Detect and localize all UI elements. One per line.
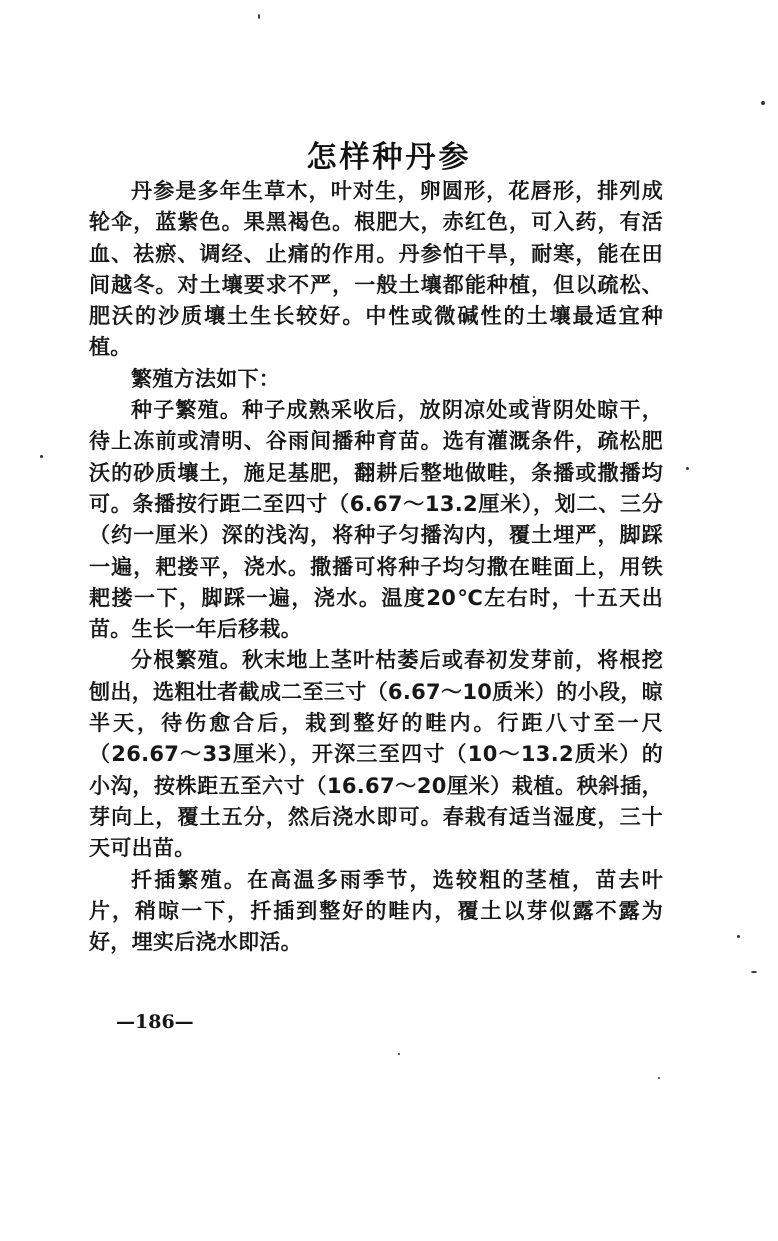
page-title: 怎样种丹参	[306, 140, 472, 175]
scan-speck	[533, 396, 535, 398]
paragraph-root-propagation: 分根繁殖。秋末地上茎叶枯萎后或春初发芽前，将根挖刨出，选粗壮者截成二至三寸（6.67～10质米）的小段，晾半天，待伤愈合后，栽到整好的畦内。行距八寸至一尺（26.67～33厘米），开深三至四寸（10～13.2质米）的小沟，按株距五至六寸（16.67～20厘米）栽植。秧斜插，芽向上，覆土五分，然后浇水即可。春栽有适当湿度，三十天可出苗。	[89, 648, 663, 861]
scan-speck	[40, 455, 43, 458]
body-text	[89, 176, 663, 958]
scan-speck	[686, 467, 689, 470]
scan-speck	[761, 101, 765, 105]
scan-speck	[658, 1077, 660, 1079]
paragraph-methods-heading: 繁殖方法如下：	[131, 366, 281, 391]
scan-speck	[751, 971, 757, 973]
scan-speck	[398, 1053, 400, 1055]
paragraph-seed-propagation: 种子繁殖。种子成熟采收后，放阴凉处或背阴处晾干，待上冻前或清明、谷雨间播种育苗。选有灌溉条件，疏松肥沃的砂质壤土，施足基肥，翻耕后整地做畦，条播或撒播均可。条播按行距二至四寸（6.67～13.2厘米），划二、三分（约一厘米）深的浅沟，将种子匀播沟内，覆土埋严，脚踩一遍，耙搂平，浇水。撒播可将种子均匀撒在畦面上，用铁耙搂一下，脚踩一遍，浇水。温度20℃左右时，十五天出苗。生长一年后移栽。	[89, 398, 663, 642]
paragraph-intro: 丹参是多年生草木，叶对生，卵圆形，花唇形，排列成轮伞，蓝紫色。果黑褐色。根肥大，赤红色，可入药，有活血、祛瘀、调经、止痛的作用。丹参怕干旱，耐寒，能在田间越冬。对土壤要求不严，一般土壤都能种植，但以疏松、肥沃的沙质壤土生长较好。中性或微碱性的土壤最适宜种植。	[89, 179, 663, 360]
scan-speck	[258, 14, 260, 19]
scan-speck	[737, 935, 740, 938]
page-number: —186—	[116, 1011, 194, 1033]
paragraph-cutting-propagation: 扦插繁殖。在高温多雨季节，选较粗的茎植，苗去叶片，稍晾一下，扦插到整好的畦内，覆土以芽似露不露为好，埋实后浇水即活。	[89, 867, 663, 955]
